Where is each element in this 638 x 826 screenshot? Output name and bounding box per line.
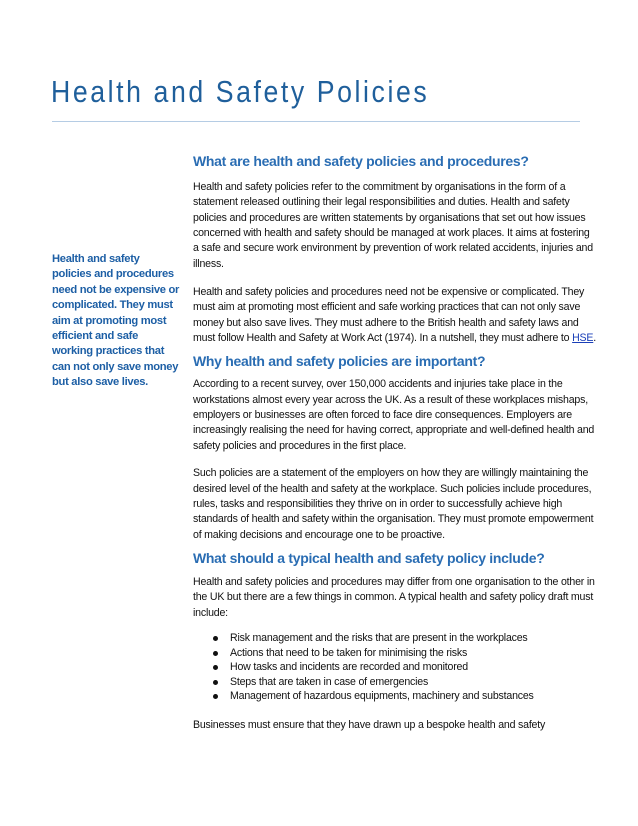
paragraph-requirements-text: Health and safety policies and procedures need not be expensive or complicated. They must aim at promoting most efficient and safe working practices that can not only save money but also save lives. They must adhere to the British health and safety laws and must follow Health and Safety at Work Act (1974). In a nutshell, they must adhere to	[193, 286, 585, 345]
main-content	[193, 152, 597, 733]
list-item	[211, 660, 597, 675]
section-heading-why-important: Why health and safety policies are important?	[193, 353, 486, 370]
hse-link[interactable]: HSE	[572, 332, 594, 345]
section-heading-typical-policy: What should a typical health and safety policy include?	[193, 549, 545, 566]
paragraph-definition: Health and safety policies refer to the commitment by organisations in the form of a statement released outlining their legal responsibilities and duties. Health and safety policies and procedures are written statements by organisations that set out how issues concerned with health and safety should be managed at work places. It aims at fostering a safe and secure work environment by prevention of work related accidents, injuries and illness.	[193, 181, 593, 270]
paragraph-survey: According to a recent survey, over 150,000 accidents and injuries take place in the workstations almost every year across the UK. As a result of these workplaces mishaps, employers or businesses are often forced to face dire consequences. Employers are increasingly realising the need for having correct, appropriate and well-defined health and safety policies and procedures in the first place.	[193, 378, 595, 452]
list-item	[211, 631, 597, 646]
paragraph-requirements	[193, 285, 597, 346]
bullet-icon	[213, 636, 218, 641]
list-item-text: How tasks and incidents are recorded and monitored	[230, 661, 468, 674]
paragraph-bespoke-policy: Businesses must ensure that they have drawn up a bespoke health and safety	[193, 718, 546, 731]
paragraph-typical-policy: Health and safety policies and procedures may differ from one organisation to the other in the UK but there are a few things in common. A typical health and safety policy draft must include:	[193, 575, 595, 619]
title-divider	[52, 121, 580, 122]
list-item	[211, 689, 597, 704]
list-item-text: Risk management and the risks that are present in the workplaces	[230, 631, 528, 644]
list-item-text: Management of hazardous equipments, machinery and substances	[230, 690, 534, 703]
bullet-icon	[213, 694, 218, 699]
list-item-text: Steps that are taken in case of emergencies	[230, 675, 429, 688]
list-item-text: Actions that need to be taken for minimising the risks	[230, 646, 468, 659]
section-heading-what-are: What are health and safety policies and procedures?	[193, 153, 529, 169]
policy-items-list	[193, 631, 597, 704]
list-item	[211, 646, 597, 661]
bullet-icon	[213, 651, 218, 656]
page-title: Health and Safety Policies	[51, 74, 430, 109]
pull-quote-callout: Health and safety policies and procedures need not be expensive or complicated. They must aim at promoting most efficient and safe working practices that can not only save money but also save lives.	[52, 253, 180, 389]
list-item	[211, 675, 597, 690]
paragraph-requirements-end: .	[593, 332, 597, 345]
bullet-icon	[213, 665, 218, 670]
paragraph-employer-statement: Such policies are a statement of the employers on how they are willingly maintaining the desired level of the health and safety at the workplace. Such policies include procedures, rules, tasks and responsibilities they thrive on in order to successfully achieve high standards of health and safety within the organisation. They must promote empowerment of making decisions and encourage one to be proactive.	[193, 467, 594, 541]
bullet-icon	[213, 680, 218, 685]
